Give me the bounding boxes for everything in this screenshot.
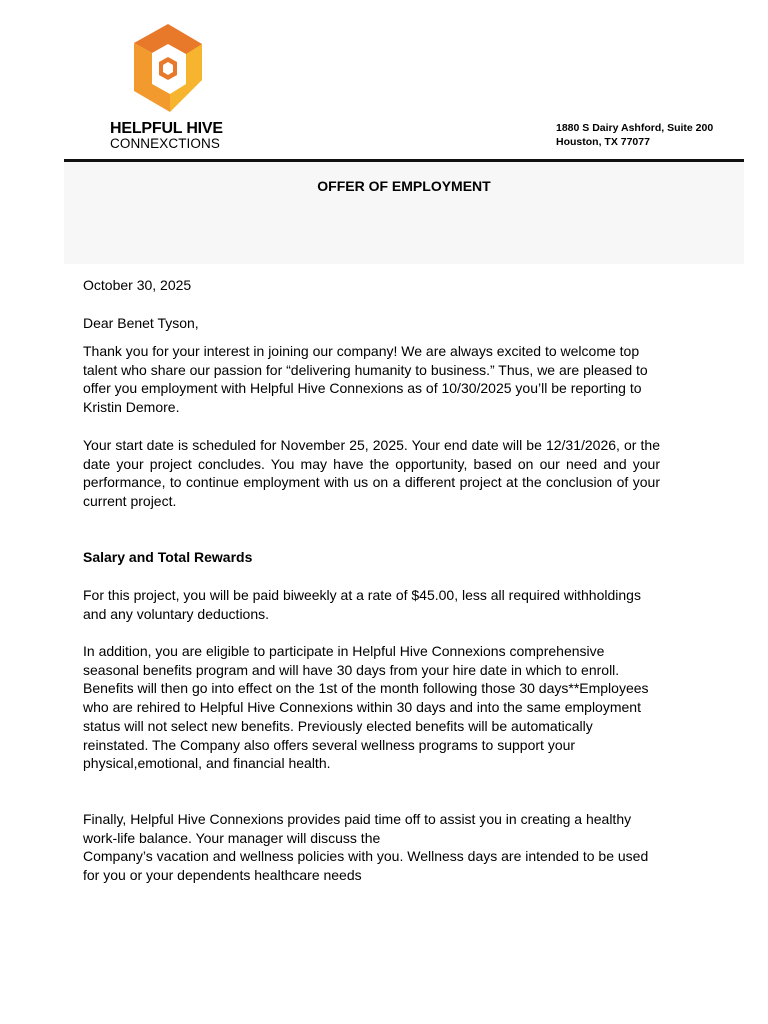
pto-line-1: Finally, Helpful Hive Connexions provides paid time off to assist you in creating a healthy work-life balance. Your manager will discuss the [83, 811, 632, 846]
intro-paragraph: Thank you for your interest in joining our company! We are always excited to welcome top talent who share our passion for “delivering humanity to business.” Thus, we are pleased to offer you employment with Helpful Hive Connexions as of 10/30/2025 you’ll be reporting to Kristin Demore. [83, 343, 648, 416]
hive-logo-icon [130, 22, 206, 114]
pto-paragraph [83, 810, 660, 885]
brand-name: HELPFUL HIVE [110, 120, 223, 137]
brand-subname: CONNEXCTIONS [110, 136, 220, 151]
pto-line-2: Company’s vacation and wellness policies with you. Wellness days are intended to be used for you or your dependents healthcare needs [83, 848, 649, 884]
title-band [64, 162, 744, 264]
company-address [556, 121, 713, 149]
salary-paragraph: For this project, you will be paid biweekly at a rate of $45.00, less all required withholdings and any voluntary deductions. [83, 587, 641, 622]
company-logo [108, 22, 228, 114]
address-line-2: Houston, TX 77077 [556, 136, 650, 148]
document-title: OFFER OF EMPLOYMENT [317, 178, 491, 194]
salutation: Dear Benet Tyson, [83, 315, 199, 331]
address-line-1: 1880 S Dairy Ashford, Suite 200 [556, 122, 714, 134]
letter-date: October 30, 2025 [83, 277, 192, 293]
salary-heading: Salary and Total Rewards [83, 549, 253, 565]
benefits-paragraph: In addition, you are eligible to participate in Helpful Hive Connexions comprehensive seasonal benefits program and will have 30 days from your hire date in which to enroll. Benefits will then go into effect on the 1st of the month following those 30 days**Employees who are rehired to Helpful Hive Connexions within 30 days and into the same employment status will not select new benefits. Previously elected benefits will be automatically reinstated. The Company also offers several wellness programs to support your physical,emotional, and financial health. [83, 643, 649, 772]
start-date-paragraph: Your start date is scheduled for November 25, 2025. Your end date will be 12/31/2026, or the date your project concludes. You may have the opportunity, based on our need and your performance, to continue employment with us on a different project at the conclusion of your current project. [83, 437, 660, 510]
